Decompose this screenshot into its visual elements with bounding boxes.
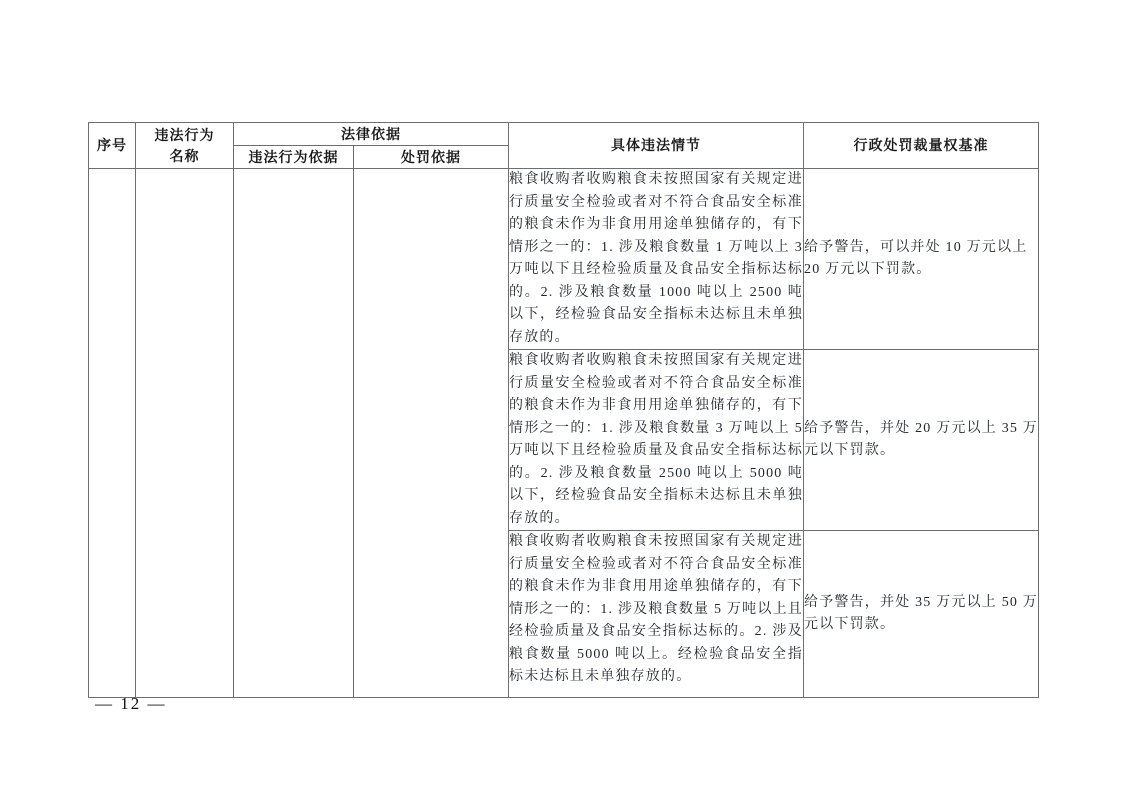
penalty-benchmark-table [88,122,1039,698]
cell-violation-detail: 粮食收购者收购粮食未按照国家有关规定进行质量安全检验或者对不符合食品安全标准的粮食未作为非食用用途单独储存的，有下情形之一的：1. 涉及粮食数量 1 万吨以上 3 万吨以下且经检验质量及食品安全指标达标的。2. 涉及粮食数量 1000 吨以上 2500 吨以下，经检验食品安全指标未达标且未单独存放的。 [509,169,804,350]
header-violation-basis: 违法行为依据 [234,146,354,169]
table-row [89,169,1039,350]
header-penalty-basis: 处罚依据 [354,146,509,169]
header-violation-name-line2: 名称 [169,147,200,164]
cell-penalty-benchmark: 给予警告，并处 35 万元以上 50 万元以下罚款。 [804,531,1039,698]
header-violation-name-line1: 违法行为 [154,126,215,143]
cell-penalty-basis-empty [354,169,509,698]
cell-violation-name-empty [136,169,234,698]
cell-violation-basis-empty [234,169,354,698]
cell-violation-detail: 粮食收购者收购粮食未按照国家有关规定进行质量安全检验或者对不符合食品安全标准的粮食未作为非食用用途单独储存的，有下情形之一的：1. 涉及粮食数量 3 万吨以上 5 万吨以下且经检验质量及食品安全指标达标的。2. 涉及粮食数量 2500 吨以上 5000 吨以下，经检验食品安全指标未达标且未单独存放的。 [509,350,804,531]
header-violation-detail: 具体违法情节 [509,123,804,169]
header-violation-name [136,123,234,169]
cell-penalty-benchmark: 给予警告，并处 20 万元以上 35 万元以下罚款。 [804,350,1039,531]
page-number: — 12 — [95,694,167,713]
cell-penalty-benchmark: 给予警告，可以并处 10 万元以上 20 万元以下罚款。 [804,169,1039,350]
header-serial-number: 序号 [89,123,136,169]
cell-violation-detail: 粮食收购者收购粮食未按照国家有关规定进行质量安全检验或者对不符合食品安全标准的粮食未作为非食用用途单独储存的，有下情形之一的：1. 涉及粮食数量 5 万吨以上且经检验质量及食品安全指标达标的。2. 涉及粮食数量 5000 吨以上。经检验食品安全指标未达标且未单独存放的。 [509,531,804,698]
header-penalty-benchmark: 行政处罚裁量权基准 [804,123,1039,169]
header-legal-basis: 法律依据 [234,123,509,146]
cell-serial-number-empty [89,169,136,698]
